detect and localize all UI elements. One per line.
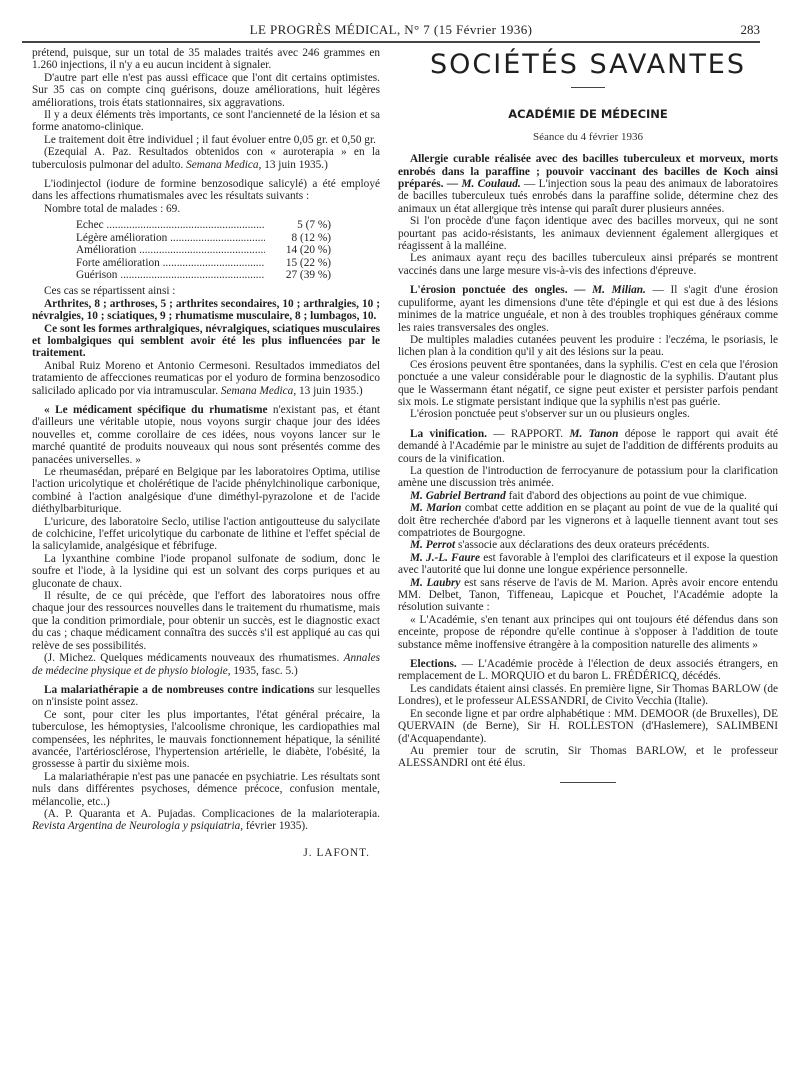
right-column [398, 47, 778, 783]
reference: (Ezequial A. Paz. Resultados obtenidos con « auroterapia » en la tuberculosis pulmonar del adulto. Semana Medica, 13 juin 1935.) [32, 146, 380, 171]
paragraph: Les animaux ayant reçu des bacilles tuberculeux ainsi préparés se montrent vaccinés dans une large mesure vis-à-vis des infections d'épreuve. [398, 252, 778, 277]
session-date: Séance du 4 février 1936 [533, 130, 643, 143]
paragraph: Si l'on procède d'une façon identique avec des bacilles morveux, qui ne sont pourtant pas acido-résistants, les animaux deviennent également allergiques et réagissent à la malléine. [398, 215, 778, 253]
results-table [76, 219, 331, 281]
results-row: Guérison ..... 27 (39 %) [76, 269, 331, 281]
section-title: SOCIÉTÉS SAVANTES [429, 49, 747, 80]
paragraph: M. Laubry est sans réserve de l'avis de M. Marion. Après avoir encore entendu MM. Delbet, Tanon, Tiffeneau, Lapicque et Pouchet, l'Académie adopte la résolution suivante : [398, 576, 778, 614]
paragraph: La question de l'introduction de ferrocyanure de potassium pour la clarification amène une discussion très animée. [398, 464, 778, 490]
article: Elections. — L'Académie procède à l'élection de deux associés étrangers, en remplacement de L. MORQUIO et du baron L. FRÉDÉRICQ, décédés. [398, 658, 778, 683]
paragraph: Il résulte, de ce qui précède, que l'effort des laboratoires nous offre chaque jour des ressources nouvelles dans le traitement du rhumatisme, mais que la condition primordiale, pour obtenir un succès, est le diagnostic exact du cas ; chaque médicament connaîtra des succès s'il est appliqué au cas qui relève de ses possibilités. [32, 590, 380, 652]
results-row: Echec ..... 5 (7 %) [76, 219, 331, 231]
paragraph: Ce sont, pour citer les plus importantes, l'état général précaire, la tuberculose, les hémoptysies, l'alcoolisme chronique, les cardiopathies mal compensées, les néphrites, le mauvais fonctionnement hépatique, la sénilité avancée, l'artériosclérose, l'hypertension artérielle, le diabète, l'obésité, la grossesse à partir du sixième mois. [32, 708, 380, 771]
paragraph: Nombre total de malades : 69. [44, 202, 181, 215]
paragraph: prétend, puisque, sur un total de 35 malades traités avec 246 grammes en 1.260 injections, il n'y a eu aucun incident à signaler. [32, 47, 380, 72]
paragraph: Ce sont les formes arthralgiques, névralgiques, sciatiques musculaires et lombalgiques qui semblent avoir été les plus influencées par le traitement. [32, 322, 380, 360]
article: La vinification. — RAPPORT. M. Tanon dépose le rapport qui avait été demandé à l'Académie par le ministre au sujet de l'addition de différents produits au cours de la vinification. [398, 427, 779, 465]
paragraph: M. Marion combat cette addition en se plaçant au point de vue de la qualité qui doit être recherchée d'abord par les vignerons et à laquelle tiennent avant tout ses compatriotes de Bourgogne. [398, 502, 778, 539]
paragraph: M. Gabriel Bertrand fait d'abord des objections au point de vue chimique. [410, 489, 747, 502]
paragraph: La lyxanthine combine l'iode propanol sulfonate de sodium, donc le soufre et l'iode, à la lysidine qui est un solvant des corps puriques et au gluconate de chaux. [32, 552, 380, 590]
article: Allergie curable réalisée avec des bacilles tuberculeux et morveux, morts enrobés dans la paraffine ; pouvoir vaccinant des bacilles de Koch ainsi préparés. — M. Coulaud. — L'injection sous la peau des animaux de laboratoires de bacilles tuberculeux tués enrobés dans la paraffine solide, détermine chez des animaux un état allergique très intense qui paraît durer plusieurs années. [398, 153, 779, 215]
paragraph: M. Perrot s'associe aux déclarations des deux orateurs précédents. [410, 539, 710, 552]
author-signature: J. LAFONT. [303, 846, 370, 859]
paragraph: Le rheumasédan, préparé en Belgique par les laboratoires Optima, utilise l'action uricolytique et cholérétique de l'acide phénylchinolique carbonique, combiné à l'action analgésique d'une diméthyl-pyrazolone et de l'acide diéthylbarbiturique. [32, 466, 380, 516]
paragraph: Les candidats étaient ainsi classés. En première ligne, Sir Thomas BARLOW (de Londres), et le professeur ALESSANDRI, de Civito Vecchia (Italie). [398, 682, 778, 708]
paragraph: L'uricure, des laboratoire Seclo, utilise l'action antigoutteuse du salycilate de colchicine, l'effet uricolytique du carbonate de lithine et l'effet spécial de la salicylamide, analgésique et fébrifuge. [32, 515, 380, 553]
results-row: Légère amélioration ..... 8 (12 %) [76, 232, 331, 244]
paragraph: D'autre part elle n'est pas aussi efficace que l'ont dit certains optimistes. Sur 35 cas on compte cinq guérisons, douze améliorations, huit légères améliorations, trois états stationnaires, six aggravations. [32, 71, 380, 109]
paragraph: L'iodinjectol (iodure de formine benzosodique salicylé) a été employé dans les affections rhumatismales avec les résultats suivants : [32, 178, 380, 203]
left-column [32, 47, 380, 859]
results-row: Forte amélioration ..... 15 (22 %) [76, 257, 331, 269]
end-divider [560, 782, 616, 783]
paragraph: « L'Académie, s'en tenant aux principes qui ont toujours été défendus dans son enceinte, propose de répondre qu'elle continue à s'opposer à l'addition de toute substance même inoffensive étrangère à la composition naturelle des aliments » [398, 613, 778, 651]
page-number: 283 [740, 22, 760, 37]
reference: (A. P. Quaranta et A. Pujadas. Complicaciones de la malarioterapia. Revista Argentina de Neurologia y psiquiatria, février 1935). [32, 807, 380, 833]
paragraph: Ces érosions peuvent être spontanées, dans la syphilis. C'est en cela que l'érosion ponctuée a une valeur considérable pour le diagnostic de la syphilis. D'autant plus que le Wassermann étant négatif, ce signe peut exister et persister parfois pendant six mois. Le stigmate persistant indique que la syphilis n'est pas guérie. [398, 358, 778, 408]
paragraph: Ces cas se répartissent ainsi : [44, 285, 176, 298]
paragraph: Le traitement doit être individuel ; il faut évoluer entre 0,05 gr. et 0,50 gr. [44, 133, 376, 146]
paragraph: Il y a deux éléments très importants, ce sont l'ancienneté de la lésion et sa forme anatomo-clinique. [32, 109, 380, 134]
results-row: Amélioration ..... 14 (20 %) [76, 244, 331, 256]
page-header [22, 22, 760, 40]
paragraph: La malariathérapie n'est pas une panacée en psychiatrie. Les résultats sont nuls dans différentes psychoses, démence précoce, confusion mentale, mélancolie, etc..) [32, 770, 380, 808]
paragraph: En seconde ligne et par ordre alphabétique : MM. DEMOOR (de Bruxelles), DE QUERVAIN (de Berne), Sir H. ROLLESTON (d'Haslemere), SALIMBENI (d'Acquapendante). [398, 707, 778, 745]
paragraph: De multiples maladies cutanées peuvent les produire : l'eczéma, le psoriasis, le lichen plan à la condition qu'il y ait des lésions sur la peau. [398, 333, 778, 359]
reference: Anibal Ruiz Moreno et Antonio Cermesoni. Resultados immediatos del tratamiento de affecciones reumaticas por el yoduro de formina benzosodico salicilado aplicado por via intramuscular. Semana Medica, 13 juin 1935.) [32, 359, 380, 397]
reference: (J. Michez. Quelques médicaments nouveaux des rhumatismes. Annales de médecine physique et de physio biologie, 1935, fasc. 5.) [32, 652, 380, 677]
article: L'érosion ponctuée des ongles. — M. Milian. — Il s'agit d'une érosion cupuliforme, ayant les dimensions d'une tête d'épingle et qui est due à des lésions minimes de la matrice unguéale, et non à des troubles trophiques généraux comme les raies transversales des ongles. [398, 284, 778, 334]
academy-heading: ACADÉMIE DE MÉDECINE [508, 107, 668, 122]
paragraph: « Le médicament spécifique du rhumatisme n'existant pas, et étant d'ailleurs une véritable utopie, nous voyons surgir chaque jour des idées nouvelles et, comme corollaire de ces idées, nous voyons lancer sur le marché quantité de produits nouveaux qui nous sont présentés comme des panacées universelles. » [32, 403, 380, 466]
title-divider [571, 87, 605, 88]
paragraph: M. J.-L. Faure est favorable à l'emploi des clarificateurs et il expose la question avec l'autorité que lui donne une longue expérience personnelle. [398, 551, 779, 577]
paragraph: Au premier tour de scrutin, Sir Thomas BARLOW, et le professeur ALESSANDRI ont été élus. [398, 744, 778, 770]
paragraph: Arthrites, 8 ; arthroses, 5 ; arthrites secondaires, 10 ; arthralgies, 10 ; névralgies, 10 ; sciatiques, 9 ; rhumatisme musculaire, 8 ; lumbagos, 10. [32, 297, 380, 323]
header-rule [22, 41, 760, 43]
journal-running-title: LE PROGRÈS MÉDICAL, N° 7 (15 Février 1936) [249, 22, 533, 37]
paragraph: L'érosion ponctuée peut s'observer sur un ou plusieurs ongles. [410, 408, 690, 421]
paragraph: La malariathérapie a de nombreuses contre indications sur lesquelles on n'insiste point assez. [32, 683, 380, 709]
